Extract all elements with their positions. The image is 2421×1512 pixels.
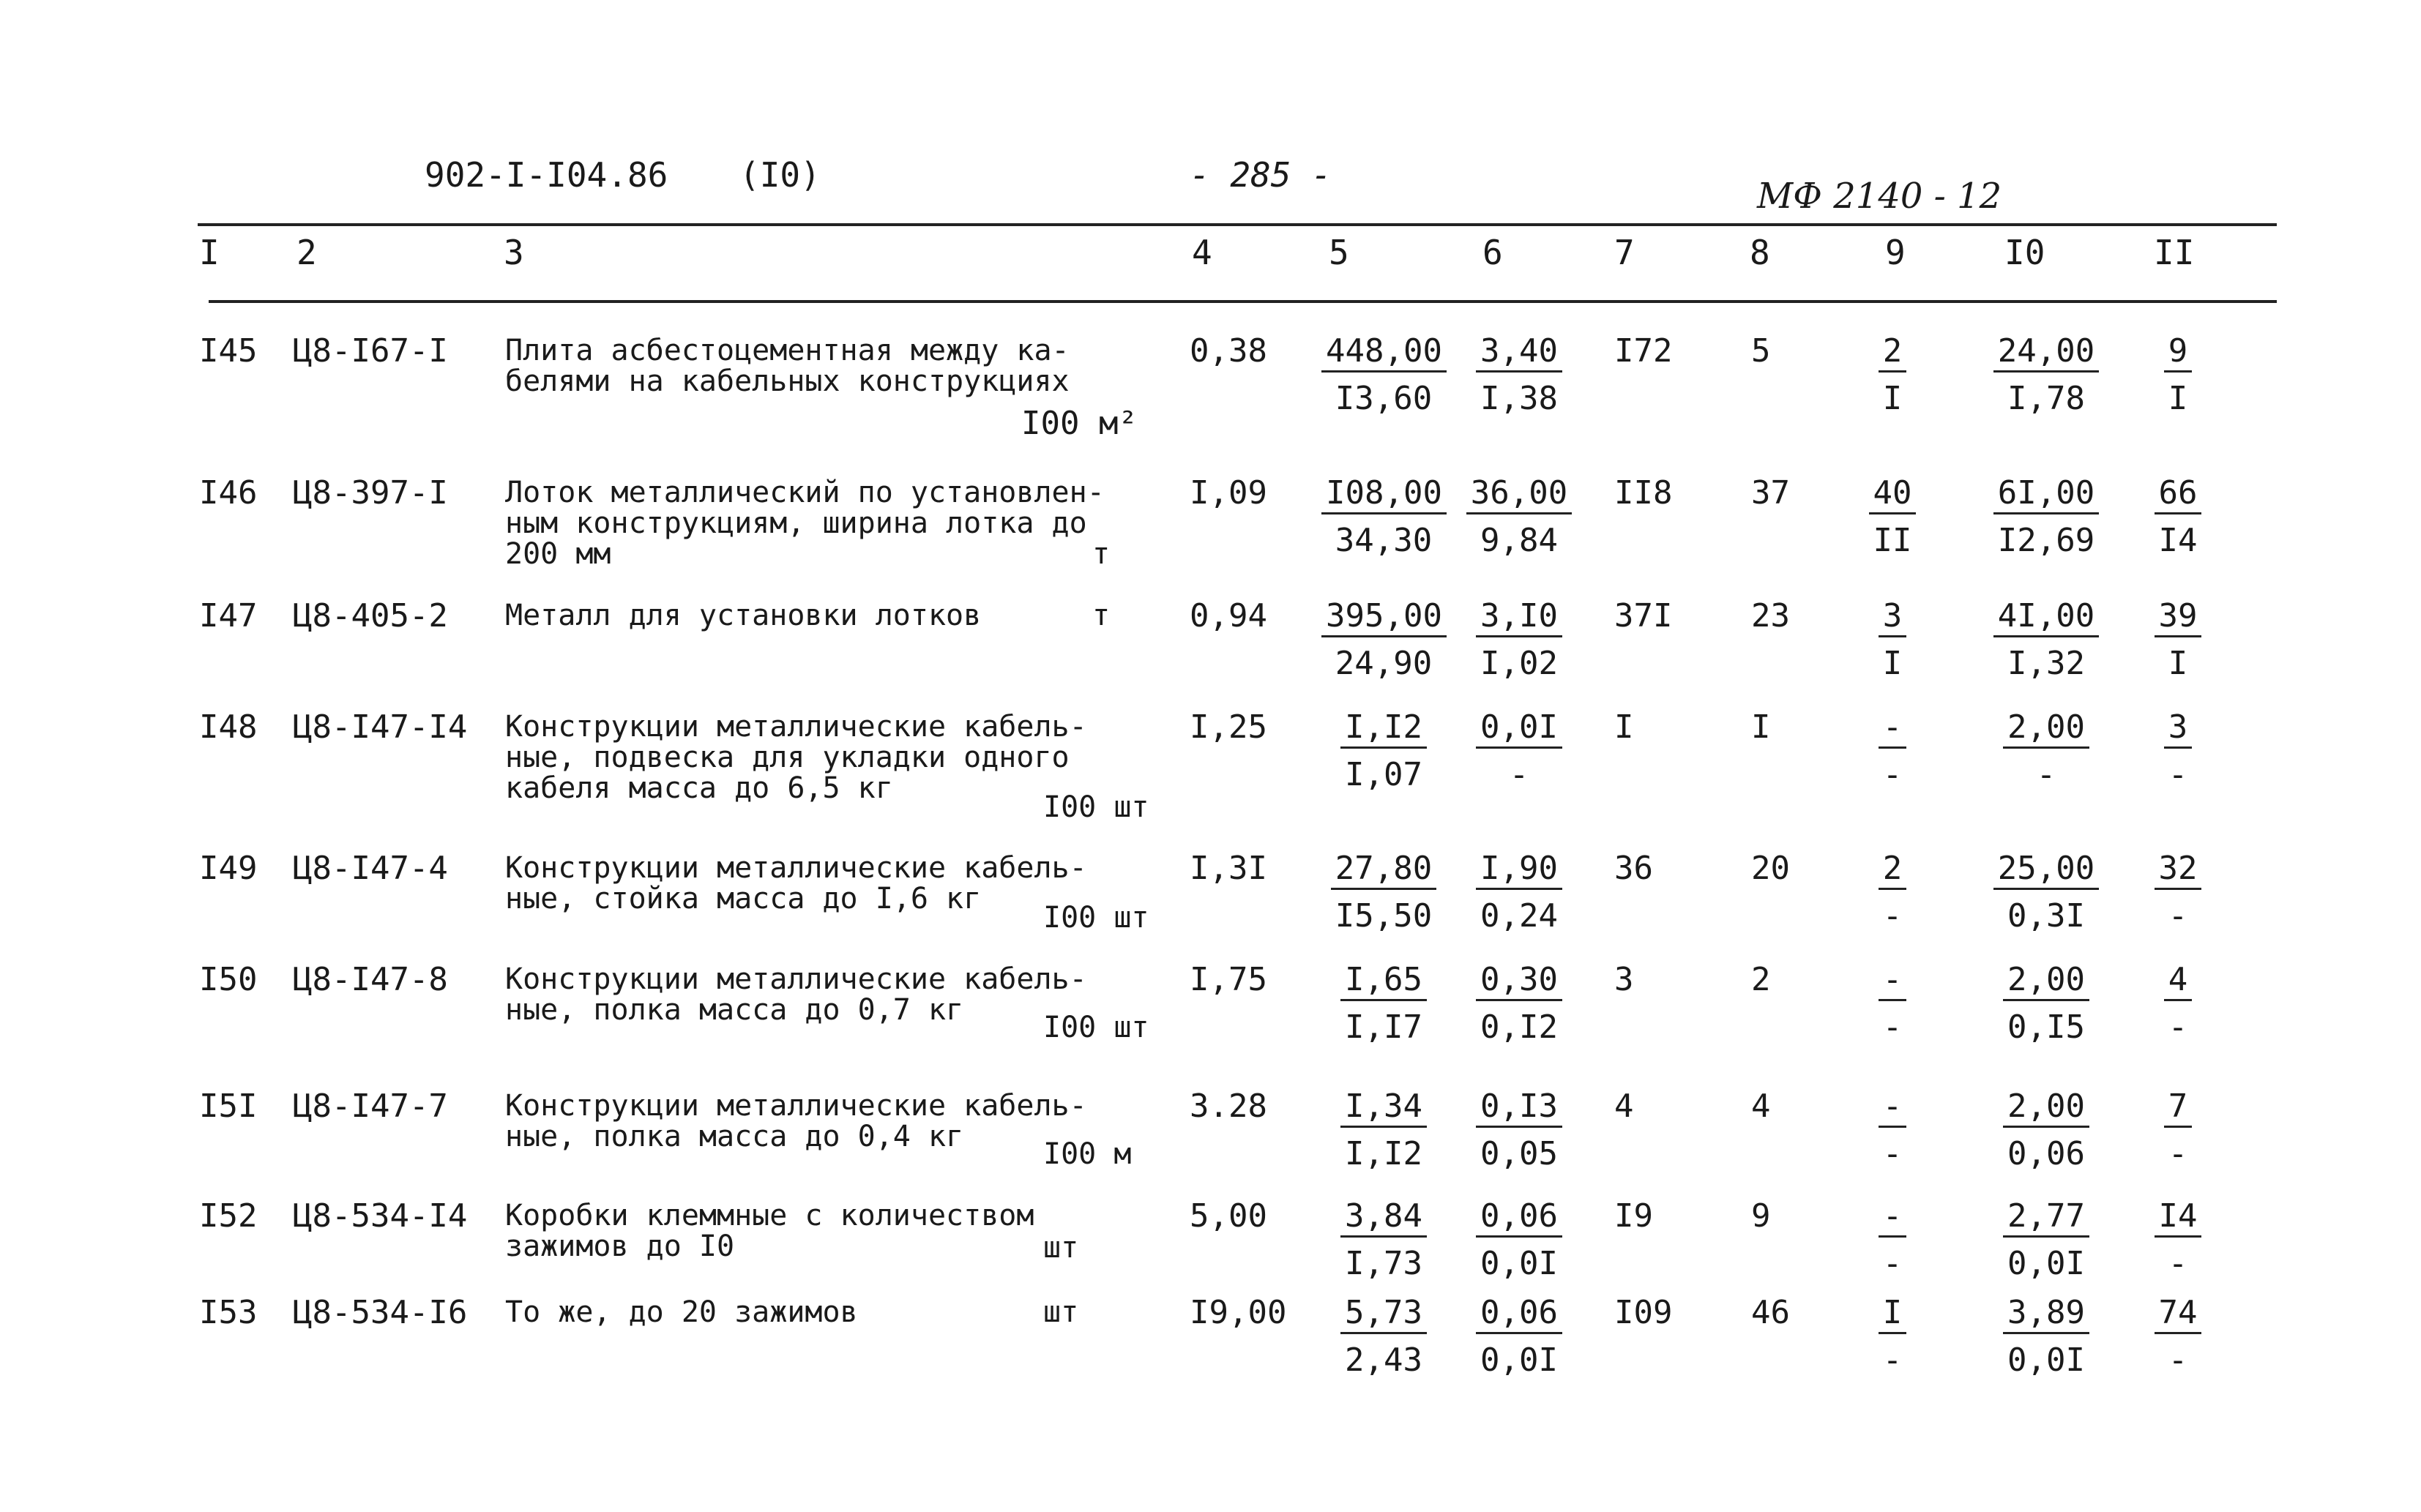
row-number: I5I <box>199 1088 258 1125</box>
col9-fraction: - - <box>1845 964 1940 1044</box>
col5-fraction: $\frac{I08,00}{34,30}$ <box>1321 477 1446 557</box>
col7-value: I <box>1614 708 1634 746</box>
col11-fraction: $\frac{66}{I4}$ <box>2138 477 2218 557</box>
row-unit: т <box>1092 599 1111 632</box>
row-unit: I00 м² <box>1021 405 1138 442</box>
col5-fraction: $\frac{I,I2}{I,07}$ <box>1321 711 1446 791</box>
col10-fraction: 2,00 - <box>1984 711 2108 791</box>
row-quantity: I,3I <box>1190 850 1267 887</box>
col7-value: 3 <box>1614 961 1634 998</box>
col8-value: 20 <box>1751 850 1790 887</box>
row-quantity: 3.28 <box>1190 1088 1267 1125</box>
column-header-10: I0 <box>2004 233 2045 272</box>
col5-fraction: $\frac{395,00}{24,90}$ <box>1321 600 1446 680</box>
column-header-7: 7 <box>1614 233 1635 272</box>
row-description: Металл для установки лотков <box>505 599 982 632</box>
column-header-6: 6 <box>1482 233 1503 272</box>
row-unit: шт <box>1043 1295 1079 1329</box>
col6-fraction: $\frac{0,06}{0,0I}$ <box>1457 1200 1581 1280</box>
row-quantity: I,25 <box>1190 708 1267 746</box>
col11-fraction: 7 - <box>2138 1090 2218 1170</box>
row-number: I48 <box>199 708 258 746</box>
col10-fraction: $\frac{6I,00}{I2,69}$ <box>1984 477 2108 557</box>
col9-fraction: - - <box>1845 711 1940 791</box>
part-number: (I0) <box>739 155 821 195</box>
col10-fraction: $\frac{24,00}{I,78}$ <box>1984 335 2108 415</box>
row-description: Конструкции металлические кабель- ные, подвеска для укладки одного кабеля масса до 6,5 кг <box>505 710 1087 805</box>
col6-fraction: $\frac{3,40}{I,38}$ <box>1457 335 1581 415</box>
col9-fraction: $\frac{3}{I}$ <box>1845 600 1940 680</box>
col8-value: 46 <box>1751 1294 1790 1331</box>
row-description: Коробки клеммные с количеством зажимов до I0 <box>505 1199 1034 1263</box>
col11-fraction: 3 - <box>2138 711 2218 791</box>
column-header-9: 9 <box>1885 233 1906 272</box>
col5-fraction: $\frac{I,34}{I,I2}$ <box>1321 1090 1446 1170</box>
row-unit: шт <box>1043 1231 1079 1265</box>
row-code: Ц8-I47-I4 <box>293 708 468 746</box>
row-number: I49 <box>199 850 258 887</box>
column-header-11: II <box>2154 233 2195 272</box>
column-header-2: 2 <box>296 233 317 272</box>
row-description: Плита асбестоцементная между ка- белями на кабельных конструкциях <box>505 334 1070 398</box>
col5-fraction: $\frac{27,80}{I5,50}$ <box>1321 853 1446 932</box>
col7-value: 37I <box>1614 597 1673 635</box>
row-code: Ц8-I47-4 <box>293 850 448 887</box>
row-quantity: 0,94 <box>1190 597 1267 635</box>
col11-fraction: 4 - <box>2138 964 2218 1044</box>
col6-fraction: 0,0I - <box>1457 711 1581 791</box>
row-number: I46 <box>199 474 258 512</box>
row-quantity: I,75 <box>1190 961 1267 998</box>
row-description: Лоток металлический по установлен- ным конструкциям, ширина лотка до 200 мм <box>505 476 1105 571</box>
handwritten-code: МФ 2140 - 12 <box>1757 176 2002 217</box>
row-unit: т <box>1092 537 1111 571</box>
column-header-1: I <box>199 233 220 272</box>
col7-value: I9 <box>1614 1197 1653 1235</box>
document-reference: 902-I-I04.86 <box>425 155 668 195</box>
column-header-8: 8 <box>1750 233 1770 272</box>
col6-fraction: $\frac{36,00}{9,84}$ <box>1457 477 1581 557</box>
col6-fraction: $\frac{3,I0}{I,02}$ <box>1457 600 1581 680</box>
row-description: Конструкции металлические кабель- ные, стойка масса до I,6 кг <box>505 851 1087 916</box>
row-number: I52 <box>199 1197 258 1235</box>
col7-value: 4 <box>1614 1088 1634 1125</box>
col11-fraction: $\frac{9}{I}$ <box>2138 335 2218 415</box>
col5-fraction: $\frac{I,65}{I,I7}$ <box>1321 964 1446 1044</box>
col8-value: 23 <box>1751 597 1790 635</box>
col8-value: I <box>1751 708 1771 746</box>
row-code: Ц8-534-I4 <box>293 1197 468 1235</box>
col5-fraction: $\frac{5,73}{2,43}$ <box>1321 1297 1446 1377</box>
header-bottom-rule <box>209 300 2277 303</box>
col9-fraction: - - <box>1845 1090 1940 1170</box>
row-code: Ц8-405-2 <box>293 597 448 635</box>
col9-fraction: I - <box>1845 1297 1940 1377</box>
row-unit: I00 шт <box>1043 901 1149 935</box>
row-quantity: 5,00 <box>1190 1197 1267 1235</box>
row-quantity: I,09 <box>1190 474 1267 512</box>
row-quantity: I9,00 <box>1190 1294 1287 1331</box>
col8-value: 9 <box>1751 1197 1771 1235</box>
col6-fraction: $\frac{I,90}{0,24}$ <box>1457 853 1581 932</box>
col8-value: 37 <box>1751 474 1790 512</box>
col7-value: I09 <box>1614 1294 1673 1331</box>
row-description: Конструкции металлические кабель- ные, полка масса до 0,7 кг <box>505 962 1087 1027</box>
col10-fraction: $\frac{3,89}{0,0I}$ <box>1984 1297 2108 1377</box>
row-number: I45 <box>199 332 258 370</box>
col11-fraction: I4 - <box>2138 1200 2218 1280</box>
col8-value: 2 <box>1751 961 1771 998</box>
row-number: I50 <box>199 961 258 998</box>
col5-fraction: $\frac{3,84}{I,73}$ <box>1321 1200 1446 1280</box>
row-code: Ц8-I47-7 <box>293 1088 448 1125</box>
row-unit: I00 шт <box>1043 790 1149 824</box>
col7-value: I72 <box>1614 332 1673 370</box>
col5-fraction: $\frac{448,00}{I3,60}$ <box>1321 335 1446 415</box>
col11-fraction: 32 - <box>2138 853 2218 932</box>
row-code: Ц8-I47-8 <box>293 961 448 998</box>
col10-fraction: $\frac{2,00}{0,I5}$ <box>1984 964 2108 1044</box>
row-number: I53 <box>199 1294 258 1331</box>
col7-value: 36 <box>1614 850 1653 887</box>
row-description: То же, до 20 зажимов <box>505 1295 858 1329</box>
col6-fraction: $\frac{0,06}{0,0I}$ <box>1457 1297 1581 1377</box>
column-header-4: 4 <box>1192 233 1212 272</box>
row-number: I47 <box>199 597 258 635</box>
col11-fraction: 74 - <box>2138 1297 2218 1377</box>
col8-value: 5 <box>1751 332 1771 370</box>
row-code: Ц8-I67-I <box>293 332 448 370</box>
row-quantity: 0,38 <box>1190 332 1267 370</box>
row-unit: I00 шт <box>1043 1011 1149 1044</box>
col10-fraction: $\frac{25,00}{0,3I}$ <box>1984 853 2108 932</box>
col9-fraction: $\frac{40}{II}$ <box>1845 477 1940 557</box>
page-number: - 285 - <box>1190 155 1332 195</box>
column-header-3: 3 <box>504 233 524 272</box>
header-top-rule <box>198 223 2277 226</box>
col10-fraction: $\frac{4I,00}{I,32}$ <box>1984 600 2108 680</box>
col6-fraction: $\frac{0,30}{0,I2}$ <box>1457 964 1581 1044</box>
row-unit: I00 м <box>1043 1137 1132 1171</box>
col10-fraction: $\frac{2,00}{0,06}$ <box>1984 1090 2108 1170</box>
column-header-5: 5 <box>1329 233 1349 272</box>
row-description: Конструкции металлические кабель- ные, полка масса до 0,4 кг <box>505 1089 1087 1153</box>
row-code: Ц8-534-I6 <box>293 1294 468 1331</box>
col9-fraction: 2 - <box>1845 853 1940 932</box>
col10-fraction: $\frac{2,77}{0,0I}$ <box>1984 1200 2108 1280</box>
col8-value: 4 <box>1751 1088 1771 1125</box>
col9-fraction: $\frac{2}{I}$ <box>1845 335 1940 415</box>
row-code: Ц8-397-I <box>293 474 448 512</box>
col7-value: II8 <box>1614 474 1673 512</box>
col9-fraction: - - <box>1845 1200 1940 1280</box>
col6-fraction: $\frac{0,I3}{0,05}$ <box>1457 1090 1581 1170</box>
col11-fraction: $\frac{39}{I}$ <box>2138 600 2218 680</box>
